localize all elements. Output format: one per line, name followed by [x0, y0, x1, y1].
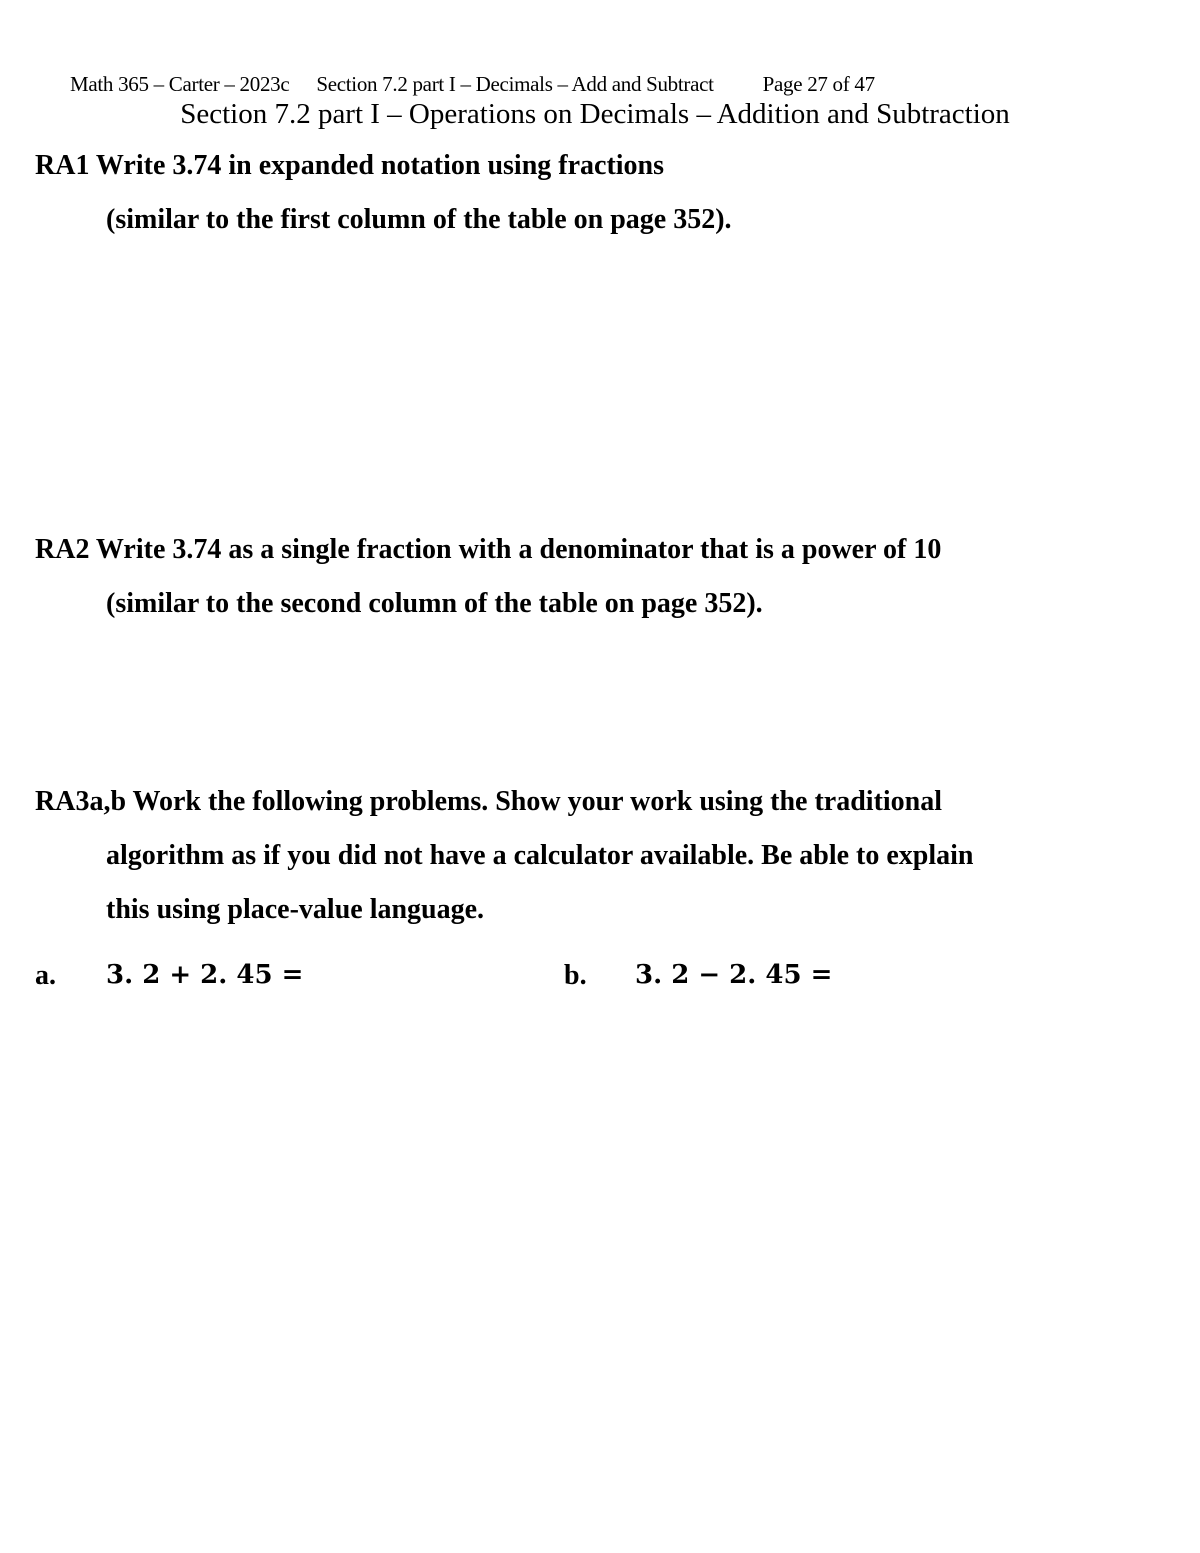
question-ra2-line2: (similar to the second column of the table on page 352). [106, 588, 763, 619]
question-ra2-line1: RA2 Write 3.74 as a single fraction with a denominator that is a power of 10 [35, 534, 942, 565]
question-ra1-line1: RA1 Write 3.74 in expanded notation using fractions [35, 150, 665, 181]
problem-b-expression: 3. 2 − 2. 45 = [635, 960, 833, 990]
header-page-number: Page 27 of 47 [762, 72, 875, 96]
page-header [70, 72, 875, 97]
problem-a-label: a. [35, 960, 56, 991]
problem-a [35, 960, 304, 992]
section-title: Section 7.2 part I – Operations on Decimals – Addition and Subtraction [180, 98, 1010, 130]
header-course: Math 365 – Carter – 2023c [70, 72, 290, 96]
question-ra1-line2: (similar to the first column of the table on page 352). [106, 204, 732, 235]
header-section: Section 7.2 part I – Decimals – Add and Subtract [316, 72, 714, 96]
problem-b-label: b. [564, 960, 587, 991]
question-ra3-line2: algorithm as if you did not have a calculator available. Be able to explain [106, 840, 974, 871]
question-ra3-line1: RA3a,b Work the following problems. Show your work using the traditional [35, 786, 943, 817]
problem-a-expression: 3. 2 + 2. 45 = [106, 960, 304, 990]
problem-b [564, 960, 833, 992]
question-ra3-line3: this using place-value language. [106, 894, 485, 925]
